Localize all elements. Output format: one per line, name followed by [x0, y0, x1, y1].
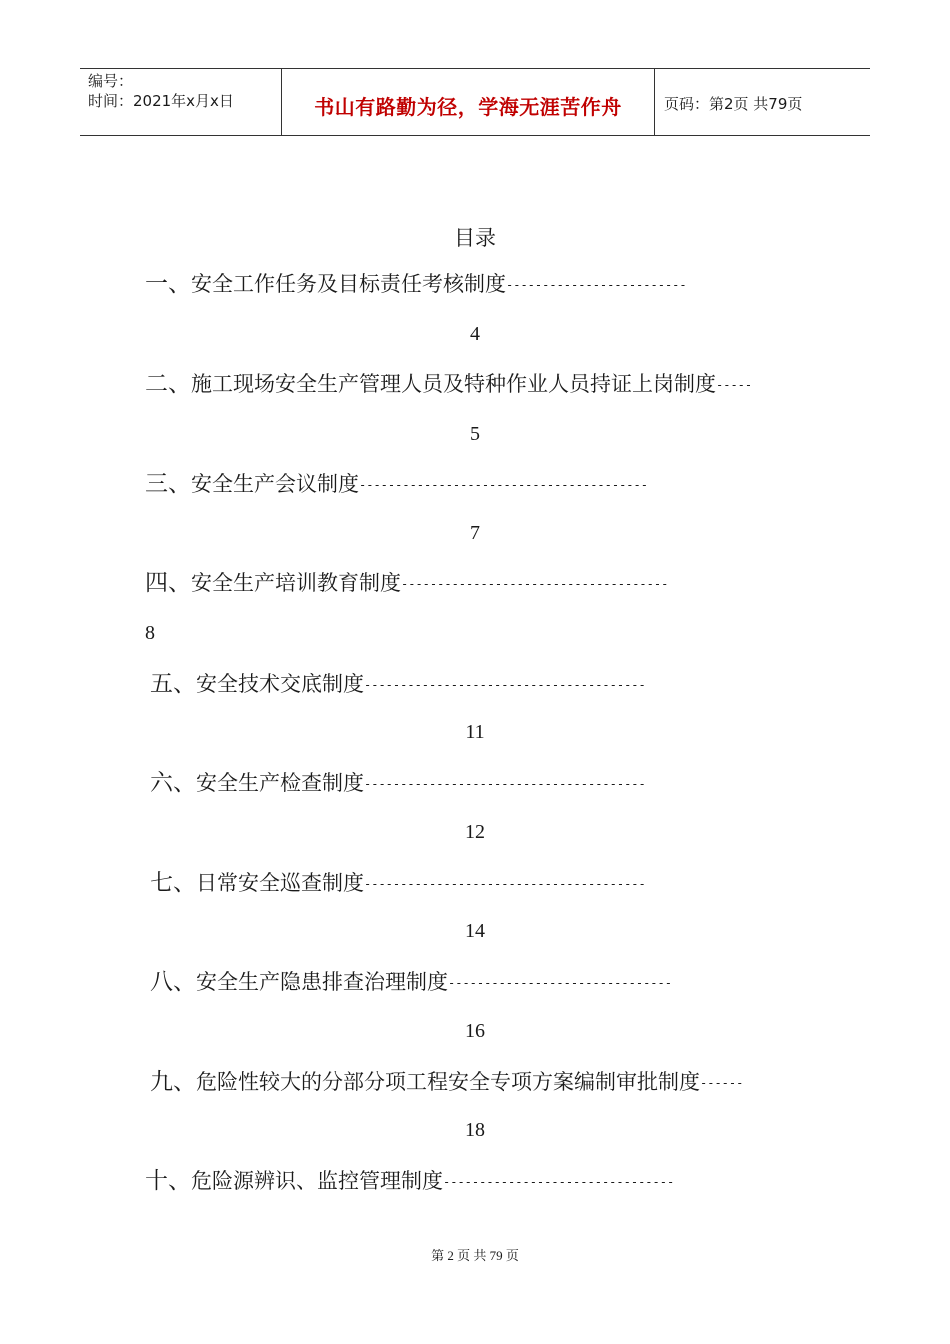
toc-leader: ---------------------------------------	[364, 877, 646, 891]
toc-item-number: 三、	[145, 471, 191, 497]
toc-page-number: 4	[470, 323, 480, 345]
toc-item[interactable]	[145, 1167, 674, 1196]
toc-page-number: 7	[470, 522, 480, 544]
toc-item-text: 安全生产隐患排查治理制度	[196, 970, 448, 994]
page-footer: 第 2 页 共 79 页	[431, 1248, 519, 1263]
time-label: 时间：2021年x月x日	[88, 92, 234, 110]
toc-page-number: 11	[465, 721, 485, 743]
toc-item-number: 四、	[145, 570, 191, 596]
serial-label: 编号：	[88, 72, 134, 90]
toc-leader: -----	[716, 378, 753, 392]
toc-leader: -------------------------------	[448, 976, 672, 990]
toc-item[interactable]	[150, 968, 672, 997]
toc-item-text: 危险源辨识、监控管理制度	[191, 1169, 443, 1193]
toc-item-text: 安全生产检查制度	[196, 771, 364, 795]
toc-item-number: 二、	[145, 371, 191, 397]
toc-page-number: 8	[145, 622, 155, 644]
header-divider	[654, 69, 655, 136]
toc-item-number: 一、	[145, 271, 191, 297]
toc-page-number: 16	[465, 1020, 485, 1042]
toc-page-number: 5	[470, 423, 480, 445]
toc-item-text: 安全工作任务及目标责任考核制度	[191, 272, 506, 296]
toc-leader: ---------------------------------------	[364, 777, 646, 791]
toc-item[interactable]	[145, 470, 648, 499]
toc-page-number: 14	[465, 920, 485, 942]
toc-item-number: 七、	[150, 870, 196, 896]
toc-leader: -------------------------	[506, 278, 687, 292]
toc-item[interactable]	[150, 769, 646, 798]
toc-item-number: 五、	[150, 671, 196, 697]
toc-item-number: 六、	[150, 770, 196, 796]
toc-item-text: 安全生产培训教育制度	[191, 571, 401, 595]
toc-item[interactable]	[145, 370, 752, 399]
toc-item[interactable]	[150, 670, 646, 699]
header-page-info: 页码：第2页 共79页	[664, 95, 803, 113]
toc-item[interactable]	[145, 270, 687, 299]
toc-leader: -------------------------------------	[401, 577, 669, 591]
page-header	[80, 68, 870, 136]
toc-page-number: 18	[465, 1119, 485, 1141]
toc-item[interactable]	[150, 1068, 743, 1097]
toc-leader: --------------------------------	[443, 1175, 675, 1189]
toc-leader: ------	[700, 1076, 744, 1090]
toc-item-number: 八、	[150, 969, 196, 995]
toc-page-number: 12	[465, 821, 485, 843]
header-motto: 书山有路勤为径，学海无涯苦作舟	[314, 95, 622, 119]
toc-item[interactable]	[145, 569, 668, 598]
toc-leader: ----------------------------------------	[359, 478, 648, 492]
toc-item-number: 十、	[145, 1168, 191, 1194]
toc-item-text: 安全生产会议制度	[191, 472, 359, 496]
toc-item-text: 危险性较大的分部分项工程安全专项方案编制审批制度	[196, 1070, 700, 1094]
toc-item[interactable]	[150, 869, 646, 898]
toc-item-number: 九、	[150, 1069, 196, 1095]
toc-item-text: 施工现场安全生产管理人员及特种作业人员持证上岗制度	[191, 372, 716, 396]
header-meta	[88, 71, 234, 111]
toc-title: 目录	[454, 226, 496, 250]
toc-item-text: 日常安全巡查制度	[196, 871, 364, 895]
toc-leader: ---------------------------------------	[364, 678, 646, 692]
toc-item-text: 安全技术交底制度	[196, 672, 364, 696]
